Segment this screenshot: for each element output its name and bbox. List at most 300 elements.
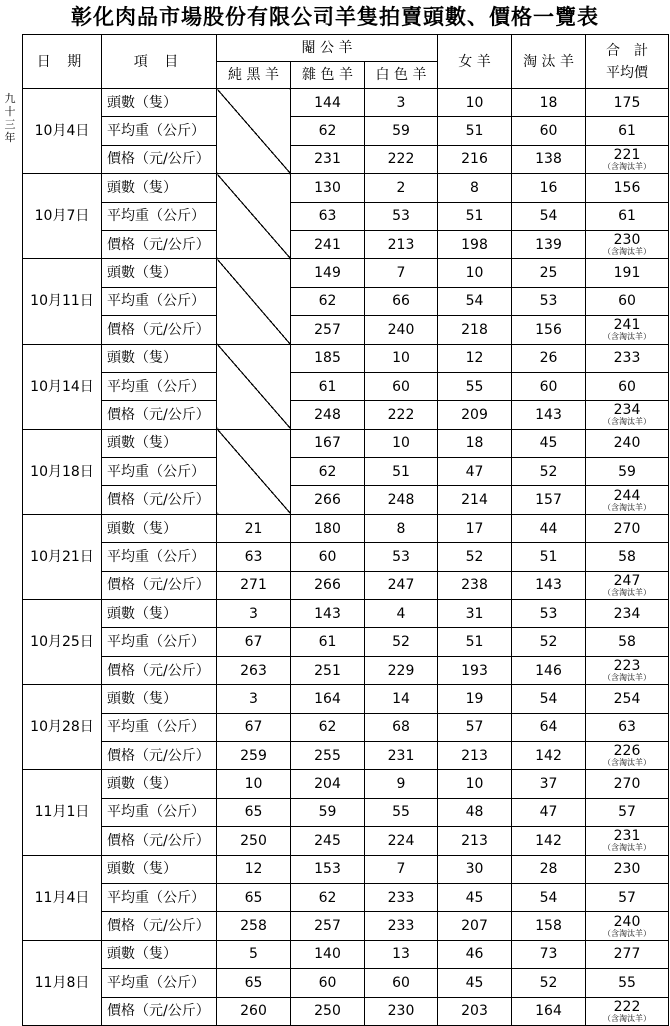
total-cell: 156 [586,174,669,202]
header-total [586,35,669,89]
item-cell: 價格（元/公斤） [102,741,217,769]
doe-cell: 19 [438,685,512,713]
date-cell: 11月1日 [23,770,102,855]
total-cell [586,486,669,514]
table-row [23,741,669,769]
mixed-cell: 231 [291,145,365,173]
total-cell [586,912,669,940]
mixed-cell: 248 [291,401,365,429]
doe-cell: 31 [438,600,512,628]
total-value: 221 [613,146,641,163]
item-cell: 頭數（隻） [102,600,217,628]
header-white: 白 色 羊 [365,62,438,89]
mixed-cell: 180 [291,514,365,542]
white-cell: 3 [365,89,438,117]
cull-cell: 28 [512,855,586,883]
table-row [23,997,669,1025]
mixed-cell: 245 [291,827,365,855]
price-note: （含淘汰羊） [603,417,652,427]
doe-cell: 198 [438,230,512,258]
cull-cell: 73 [512,940,586,968]
date-cell: 10月14日 [23,344,102,429]
doe-cell: 12 [438,344,512,372]
total-cell: 277 [586,940,669,968]
cull-cell: 142 [512,741,586,769]
pure-black-cell: 67 [217,713,291,741]
table-row [23,230,669,258]
total-cell [586,145,669,173]
cull-cell: 53 [512,287,586,315]
table-row [23,571,669,599]
header-total-line1: 合 計 [606,42,649,59]
mixed-cell: 62 [291,713,365,741]
item-cell: 頭數（隻） [102,514,217,542]
doe-cell: 54 [438,287,512,315]
table-header [23,35,669,89]
total-cell: 58 [586,543,669,571]
table-row [23,628,669,656]
date-cell: 11月4日 [23,855,102,940]
cull-cell: 45 [512,429,586,457]
pure-black-cell: 65 [217,883,291,911]
date-cell: 11月8日 [23,940,102,1025]
cull-cell: 37 [512,770,586,798]
table-row [23,770,669,798]
table-row [23,429,669,457]
white-cell: 2 [365,174,438,202]
doe-cell: 18 [438,429,512,457]
white-cell: 231 [365,741,438,769]
mixed-cell: 144 [291,89,365,117]
item-cell: 價格（元/公斤） [102,316,217,344]
mixed-cell: 61 [291,372,365,400]
table-row [23,685,669,713]
cull-cell: 54 [512,883,586,911]
doe-cell: 45 [438,969,512,997]
cull-cell: 157 [512,486,586,514]
table-row [23,600,669,628]
total-cell: 61 [586,117,669,145]
mixed-cell: 62 [291,883,365,911]
table-row [23,287,669,315]
cull-cell: 146 [512,656,586,684]
header-date: 日 期 [23,35,102,89]
table-row [23,656,669,684]
cull-cell: 60 [512,117,586,145]
white-cell: 4 [365,600,438,628]
total-cell: 234 [586,600,669,628]
cull-cell: 138 [512,145,586,173]
doe-cell: 46 [438,940,512,968]
total-cell: 270 [586,514,669,542]
doe-cell: 51 [438,117,512,145]
pure-black-cell: 5 [217,940,291,968]
total-cell [586,997,669,1025]
white-cell: 10 [365,344,438,372]
doe-cell: 203 [438,997,512,1025]
total-value: 234 [613,402,641,419]
mixed-cell: 62 [291,117,365,145]
item-cell: 平均重（公斤） [102,798,217,826]
cull-cell: 158 [512,912,586,940]
white-cell: 222 [365,145,438,173]
price-note: （含淘汰羊） [603,673,652,682]
total-value: 226 [613,743,641,760]
table-row [23,202,669,230]
date-cell: 10月25日 [23,600,102,685]
mixed-cell: 62 [291,458,365,486]
white-cell: 233 [365,883,438,911]
total-cell: 61 [586,202,669,230]
table-row [23,486,669,514]
price-note: （含淘汰羊） [603,502,652,512]
white-cell: 224 [365,827,438,855]
header-doe: 女 羊 [438,35,512,89]
cull-cell: 143 [512,401,586,429]
pure-black-cell: 259 [217,741,291,769]
total-value: 230 [613,232,641,249]
mixed-cell: 257 [291,912,365,940]
item-cell: 平均重（公斤） [102,202,217,230]
mixed-cell: 60 [291,543,365,571]
table-row [23,543,669,571]
cull-cell: 47 [512,798,586,826]
item-cell: 價格（元/公斤） [102,401,217,429]
white-cell: 7 [365,259,438,287]
pure-black-cell: 67 [217,628,291,656]
table-row [23,372,669,400]
mixed-cell: 130 [291,174,365,202]
empty-slash-cell [217,344,291,429]
price-note: （含淘汰羊） [603,247,652,257]
doe-cell: 52 [438,543,512,571]
header-total-line2: 平均價 [606,64,649,81]
date-cell: 10月28日 [23,685,102,770]
item-cell: 頭數（隻） [102,770,217,798]
white-cell: 14 [365,685,438,713]
doe-cell: 213 [438,741,512,769]
mixed-cell: 61 [291,628,365,656]
table-row [23,89,669,117]
cull-cell: 60 [512,372,586,400]
doe-cell: 30 [438,855,512,883]
doe-cell: 216 [438,145,512,173]
pure-black-cell: 63 [217,543,291,571]
total-cell: 58 [586,628,669,656]
document-title: 彰化肉品市場股份有限公司羊隻拍賣頭數、價格一覽表 [71,4,599,29]
mixed-cell: 149 [291,259,365,287]
year-char: 九 [4,92,16,105]
item-cell: 頭數（隻） [102,685,217,713]
table-row [23,401,669,429]
white-cell: 60 [365,969,438,997]
total-cell [586,230,669,258]
doe-cell: 48 [438,798,512,826]
item-cell: 價格（元/公斤） [102,230,217,258]
table-row [23,827,669,855]
cull-cell: 16 [512,174,586,202]
white-cell: 240 [365,316,438,344]
white-cell: 248 [365,486,438,514]
doe-cell: 214 [438,486,512,514]
table-row [23,259,669,287]
item-cell: 頭數（隻） [102,429,217,457]
table-row [23,174,669,202]
white-cell: 222 [365,401,438,429]
item-cell: 平均重（公斤） [102,628,217,656]
doe-cell: 207 [438,912,512,940]
doe-cell: 238 [438,571,512,599]
white-cell: 247 [365,571,438,599]
item-cell: 價格（元/公斤） [102,571,217,599]
mixed-cell: 167 [291,429,365,457]
pure-black-cell: 65 [217,798,291,826]
cull-cell: 52 [512,969,586,997]
total-cell: 60 [586,372,669,400]
pure-black-cell: 263 [217,656,291,684]
mixed-cell: 153 [291,855,365,883]
cull-cell: 25 [512,259,586,287]
item-cell: 頭數（隻） [102,174,217,202]
doe-cell: 10 [438,770,512,798]
date-cell: 10月21日 [23,514,102,599]
doe-cell: 10 [438,259,512,287]
white-cell: 53 [365,543,438,571]
doe-cell: 51 [438,202,512,230]
mixed-cell: 60 [291,969,365,997]
table-row [23,912,669,940]
white-cell: 229 [365,656,438,684]
auction-table [22,34,669,1026]
item-cell: 平均重（公斤） [102,713,217,741]
cull-cell: 139 [512,230,586,258]
date-cell: 10月11日 [23,259,102,344]
total-value: 247 [613,572,641,589]
year-label [0,92,20,144]
cull-cell: 51 [512,543,586,571]
price-note: （含淘汰羊） [603,161,652,171]
total-value: 244 [613,487,641,504]
doe-cell: 51 [438,628,512,656]
mixed-cell: 185 [291,344,365,372]
pure-black-cell: 21 [217,514,291,542]
white-cell: 51 [365,458,438,486]
header-cull: 淘 汰 羊 [512,35,586,89]
total-cell: 59 [586,458,669,486]
doe-cell: 55 [438,372,512,400]
mixed-cell: 241 [291,230,365,258]
doe-cell: 10 [438,89,512,117]
cull-cell: 164 [512,997,586,1025]
white-cell: 55 [365,798,438,826]
empty-slash-cell [217,429,291,514]
cull-cell: 26 [512,344,586,372]
white-cell: 230 [365,997,438,1025]
total-value: 240 [613,913,641,930]
table-row [23,940,669,968]
pure-black-cell: 258 [217,912,291,940]
mixed-cell: 59 [291,798,365,826]
doe-cell: 47 [438,458,512,486]
total-cell: 233 [586,344,669,372]
total-cell [586,827,669,855]
table-row [23,798,669,826]
pure-black-cell: 65 [217,969,291,997]
total-cell: 63 [586,713,669,741]
total-cell [586,741,669,769]
price-note: （含淘汰羊） [603,928,652,938]
item-cell: 價格（元/公斤） [102,145,217,173]
empty-slash-cell [217,174,291,259]
white-cell: 7 [365,855,438,883]
price-note: （含淘汰羊） [603,1013,652,1023]
white-cell: 13 [365,940,438,968]
pure-black-cell: 3 [217,600,291,628]
item-cell: 頭數（隻） [102,259,217,287]
item-cell: 平均重（公斤） [102,117,217,145]
total-cell: 175 [586,89,669,117]
mixed-cell: 143 [291,600,365,628]
total-cell: 60 [586,287,669,315]
white-cell: 53 [365,202,438,230]
mixed-cell: 251 [291,656,365,684]
item-cell: 頭數（隻） [102,344,217,372]
mixed-cell: 62 [291,287,365,315]
cull-cell: 54 [512,202,586,230]
total-cell: 57 [586,798,669,826]
white-cell: 233 [365,912,438,940]
mixed-cell: 164 [291,685,365,713]
year-char: 三 [4,118,16,131]
doe-cell: 45 [438,883,512,911]
mixed-cell: 266 [291,486,365,514]
cull-cell: 52 [512,628,586,656]
mixed-cell: 257 [291,316,365,344]
cull-cell: 54 [512,685,586,713]
cull-cell: 143 [512,571,586,599]
white-cell: 8 [365,514,438,542]
price-note: （含淘汰羊） [603,332,652,342]
item-cell: 平均重（公斤） [102,458,217,486]
mixed-cell: 63 [291,202,365,230]
table-row [23,713,669,741]
table-row [23,344,669,372]
cull-cell: 64 [512,713,586,741]
white-cell: 59 [365,117,438,145]
total-value: 231 [613,828,641,845]
total-cell: 230 [586,855,669,883]
empty-slash-cell [217,259,291,344]
item-cell: 平均重（公斤） [102,883,217,911]
item-cell: 價格（元/公斤） [102,656,217,684]
total-cell [586,571,669,599]
item-cell: 頭數（隻） [102,89,217,117]
mixed-cell: 250 [291,997,365,1025]
date-cell: 10月18日 [23,429,102,514]
white-cell: 68 [365,713,438,741]
pure-black-cell: 12 [217,855,291,883]
table-row [23,855,669,883]
total-cell: 254 [586,685,669,713]
table-row [23,145,669,173]
table-row [23,514,669,542]
price-note: （含淘汰羊） [603,758,652,768]
table-row [23,117,669,145]
doe-cell: 8 [438,174,512,202]
header-mixed: 雜 色 羊 [291,62,365,89]
white-cell: 52 [365,628,438,656]
total-cell: 57 [586,883,669,911]
cull-cell: 142 [512,827,586,855]
date-cell: 10月7日 [23,174,102,259]
white-cell: 66 [365,287,438,315]
total-cell: 240 [586,429,669,457]
table-row [23,458,669,486]
total-cell: 55 [586,969,669,997]
pure-black-cell: 3 [217,685,291,713]
item-cell: 平均重（公斤） [102,543,217,571]
table-row [23,969,669,997]
table-body [23,89,669,1026]
price-note: （含淘汰羊） [603,843,652,853]
item-cell: 價格（元/公斤） [102,827,217,855]
empty-slash-cell [217,89,291,174]
header-buck-group: 閹 公 羊 [217,35,438,62]
item-cell: 價格（元/公斤） [102,486,217,514]
item-cell: 價格（元/公斤） [102,912,217,940]
year-char: 年 [4,131,16,144]
white-cell: 9 [365,770,438,798]
cull-cell: 18 [512,89,586,117]
year-char: 十 [4,105,16,118]
cull-cell: 52 [512,458,586,486]
item-cell: 頭數（隻） [102,940,217,968]
total-cell [586,656,669,684]
mixed-cell: 204 [291,770,365,798]
item-cell: 平均重（公斤） [102,372,217,400]
mixed-cell: 255 [291,741,365,769]
cull-cell: 44 [512,514,586,542]
total-cell: 270 [586,770,669,798]
header-item: 項 目 [102,35,217,89]
table-row [23,883,669,911]
total-cell [586,401,669,429]
white-cell: 213 [365,230,438,258]
mixed-cell: 266 [291,571,365,599]
mixed-cell: 140 [291,940,365,968]
doe-cell: 218 [438,316,512,344]
white-cell: 60 [365,372,438,400]
doe-cell: 193 [438,656,512,684]
item-cell: 平均重（公斤） [102,287,217,315]
price-note: （含淘汰羊） [603,587,652,597]
pure-black-cell: 260 [217,997,291,1025]
date-cell: 10月4日 [23,89,102,174]
total-cell [586,316,669,344]
pure-black-cell: 250 [217,827,291,855]
doe-cell: 57 [438,713,512,741]
doe-cell: 209 [438,401,512,429]
total-cell: 191 [586,259,669,287]
cull-cell: 156 [512,316,586,344]
pure-black-cell: 10 [217,770,291,798]
doe-cell: 17 [438,514,512,542]
doe-cell: 213 [438,827,512,855]
table-row [23,316,669,344]
total-value: 222 [613,998,641,1015]
item-cell: 平均重（公斤） [102,969,217,997]
pure-black-cell: 271 [217,571,291,599]
